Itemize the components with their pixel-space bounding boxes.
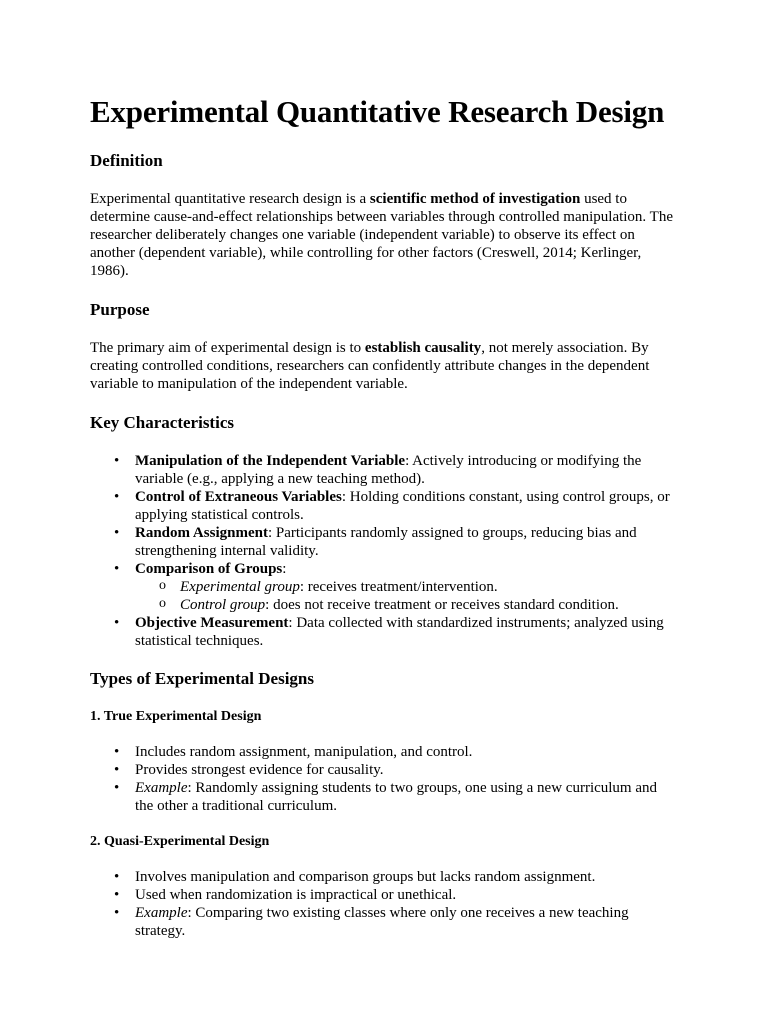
- bullet-icon: •: [114, 780, 120, 796]
- purpose-text-bold: establish causality: [364, 340, 482, 356]
- key-characteristics-heading: Key Characteristics: [90, 413, 234, 432]
- types-heading: Types of Experimental Designs: [90, 669, 314, 688]
- list-item-desc: : Actively introducing or modifying the variable (e.g., applying a new teaching method).: [135, 453, 642, 487]
- purpose-paragraph: [90, 339, 678, 393]
- sub-list-item-term: Control group: [180, 597, 266, 613]
- purpose-text-before: The primary aim of experimental design is to: [90, 340, 365, 356]
- bullet-icon: •: [114, 615, 120, 631]
- bullet-icon: •: [114, 869, 120, 885]
- list-item-text: Includes random assignment, manipulation, and control.: [135, 744, 473, 760]
- sub-bullet-icon: o: [159, 596, 166, 611]
- definition-text-after: used to determine cause-and-effect relationships between variables through controlled manipulation. The researcher deliberately changes one variable (independent variable) to observe its effect on another (dependent variable), while controlling for other factors (Creswell, 2014; Kerlinger, 1986).: [90, 191, 673, 279]
- sub-list-item: [159, 596, 678, 614]
- example-text: : Comparing two existing classes where only one receives a new teaching strategy.: [135, 905, 629, 939]
- sub-list-item-term: Experimental group: [180, 579, 300, 595]
- list-item-desc: : Data collected with standardized instruments; analyzed using statistical techniques.: [135, 615, 664, 649]
- list-item: [114, 524, 678, 560]
- example-label: Example: [135, 905, 188, 921]
- definition-paragraph: [90, 190, 678, 280]
- true-design-heading: 1. True Experimental Design: [90, 709, 262, 724]
- bullet-icon: •: [114, 561, 120, 577]
- list-item-term: Control of Extraneous Variables: [135, 489, 342, 505]
- bullet-icon: •: [114, 489, 120, 505]
- page-title: Experimental Quantitative Research Design: [90, 94, 665, 129]
- quasi-design-list: [90, 868, 678, 940]
- list-item-term: Objective Measurement: [135, 615, 289, 631]
- definition-text-before: Experimental quantitative research design is a: [90, 191, 370, 207]
- list-item-text: Involves manipulation and comparison groups but lacks random assignment.: [135, 869, 596, 885]
- purpose-text-after: , not merely association. By creating controlled conditions, researchers can confidently attribute changes in the dependent variable to manipulation of the independent variable.: [90, 340, 650, 392]
- example-label: Example: [135, 780, 188, 796]
- bullet-icon: •: [114, 887, 120, 903]
- list-item-term: Comparison of Groups: [135, 561, 283, 577]
- purpose-heading: Purpose: [90, 300, 150, 319]
- list-item: [114, 886, 678, 904]
- list-item: [114, 452, 678, 488]
- definition-heading: Definition: [90, 151, 163, 170]
- sub-list-item-desc: : does not receive treatment or receives standard condition.: [265, 597, 619, 613]
- key-characteristics-list: [90, 452, 678, 650]
- list-item: [114, 488, 678, 524]
- example-text: : Randomly assigning students to two groups, one using a new curriculum and the other a traditional curriculum.: [135, 780, 658, 814]
- bullet-icon: •: [114, 762, 120, 778]
- comparison-groups-sublist: [135, 578, 678, 614]
- bullet-icon: •: [114, 453, 120, 469]
- true-design-list: [90, 743, 678, 815]
- bullet-icon: •: [114, 525, 120, 541]
- list-item: [114, 560, 678, 614]
- list-item-text: Used when randomization is impractical or unethical.: [135, 887, 457, 903]
- bullet-icon: •: [114, 905, 120, 921]
- list-item-desc: : Participants randomly assigned to groups, reducing bias and strengthening internal validity.: [135, 525, 637, 559]
- list-item: [114, 868, 678, 886]
- sub-bullet-icon: o: [159, 578, 166, 593]
- list-item-text: Provides strongest evidence for causality.: [135, 762, 384, 778]
- definition-text-bold: scientific method of investigation: [369, 191, 581, 207]
- list-item: [114, 614, 678, 650]
- list-item: [114, 743, 678, 761]
- list-item: [114, 904, 678, 940]
- list-item-term: Manipulation of the Independent Variable: [135, 453, 406, 469]
- quasi-design-heading: 2. Quasi-Experimental Design: [90, 834, 270, 849]
- list-item: [114, 779, 678, 815]
- sub-list-item-desc: : receives treatment/intervention.: [299, 579, 498, 595]
- list-item-desc: : Holding conditions constant, using control groups, or applying statistical controls.: [135, 489, 670, 523]
- sub-list-item: [159, 578, 678, 596]
- list-item: [114, 761, 678, 779]
- bullet-icon: •: [114, 744, 120, 760]
- list-item-desc: :: [282, 561, 287, 577]
- list-item-term: Random Assignment: [135, 525, 268, 541]
